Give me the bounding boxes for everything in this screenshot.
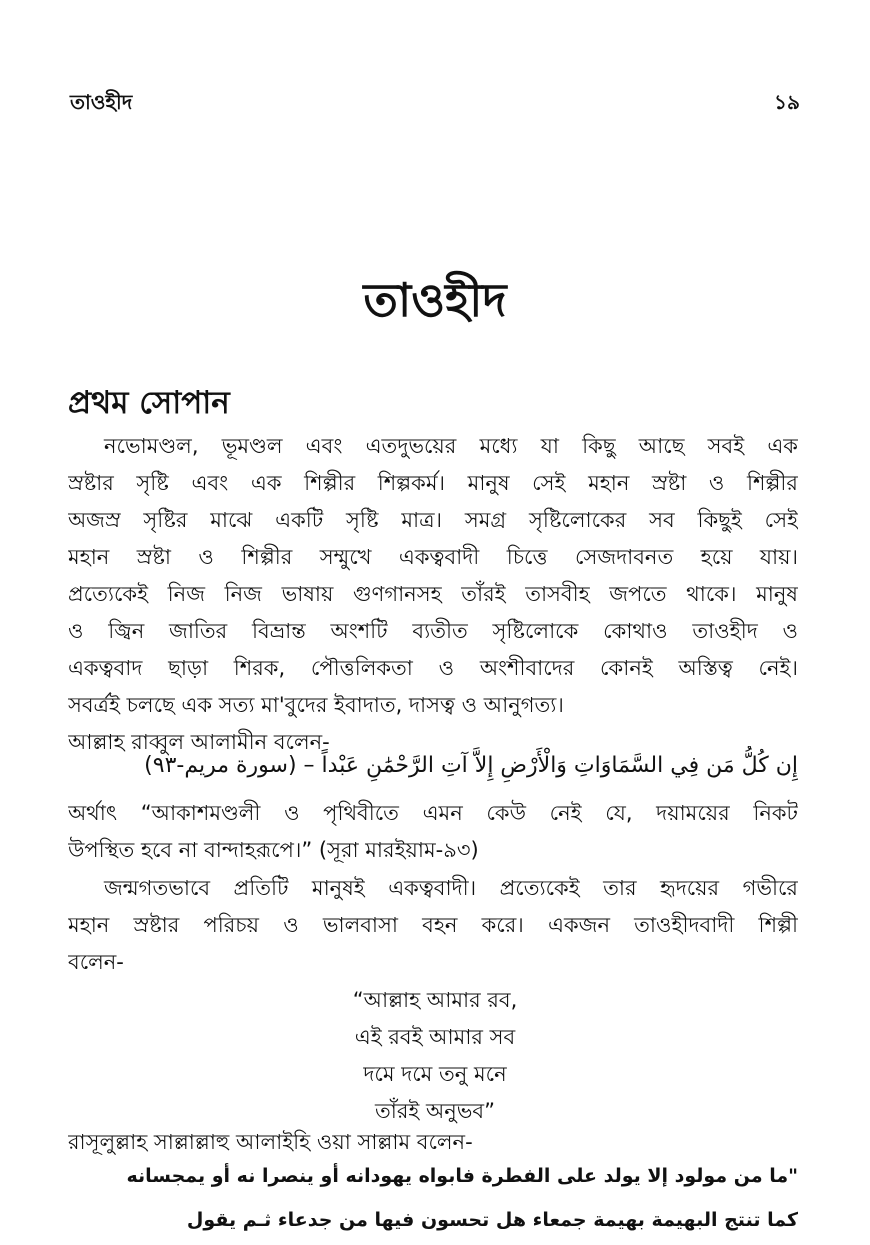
poem-line: তাঁরই অনুভব” xyxy=(375,1099,495,1123)
running-header xyxy=(70,88,800,120)
page-number: ১৯ xyxy=(774,90,800,114)
text-line: উপস্থিত হবে না বান্দাহরূপে।” (সূরা মারইয়াম-৯৩) xyxy=(68,838,479,862)
text-line: নভোমণ্ডল, ভূমণ্ডল এবং এতদুভয়ের মধ্যে যা কিছু আছে সবই এক xyxy=(104,434,798,458)
text-line: একত্ববাদ ছাড়া শিরক, পৌত্তলিকতা ও অংশীবাদের কোনই অস্তিত্ব নেই। xyxy=(68,656,798,680)
text-line: অজস্র সৃষ্টির মাঝে একটি সৃষ্টি মাত্র। সমগ্র সৃষ্টিলোকের সব কিছুই সেই xyxy=(68,508,798,532)
text-line: বলেন- xyxy=(68,950,124,974)
text-line: স্রষ্টার সৃষ্টি এবং এক শিল্পীর শিল্পকর্ম। মানুষ সেই মহান স্রষ্টা ও শিল্পীর xyxy=(68,471,798,495)
poem-line: এই রবই আমার সব xyxy=(354,1025,516,1049)
text-line: জন্মগতভাবে প্রতিটি মানুষই একত্ববাদী। প্রত্যেকেই তার হৃদয়ের গভীরে xyxy=(104,876,798,900)
hadith-line: كما تنتج البهيمة بهيمة جمعاء هل تحسون فيها من جدعاء ثـم يقول xyxy=(186,1209,798,1231)
text-line: প্রত্যেকেই নিজ নিজ ভাষায় গুণগানসহ তাঁরই তাসবীহ জপতে থাকে। মানুষ xyxy=(68,582,798,606)
text-line: মহান স্রষ্টার পরিচয় ও ভালবাসা বহন করে। একজন তাওহীদবাদী শিল্পী xyxy=(68,913,798,937)
running-title: তাওহীদ xyxy=(70,90,133,114)
section-title: প্রথম সোপান xyxy=(68,385,230,421)
text-line: অর্থাৎ “আকাশমণ্ডলী ও পৃথিবীতে এমন কেউ নেই যে, দয়াময়ের নিকট xyxy=(68,801,798,825)
paragraph-1 xyxy=(68,428,798,761)
text-line: সবর্ত্রই চলছে এক সত্য মা'বুদের ইবাদাত, দাসত্ব ও আনুগত্য। xyxy=(68,693,564,717)
text-line: মহান স্রষ্টা ও শিল্পীর সম্মুখে একত্ববাদী চিত্তে সেজদাবনত হয়ে যায়। xyxy=(68,545,798,569)
text-line: ও জ্বিন জাতির বিভ্রান্ত অংশটি ব্যতীত সৃষ্টিলোকে কোথাও তাওহীদ ও xyxy=(68,619,798,643)
chapter-title: তাওহীদ xyxy=(363,273,507,327)
poem xyxy=(0,982,870,1130)
poem-line: “আল্লাহ আমার রব, xyxy=(352,988,518,1012)
intro-line: আল্লাহ রাব্বুল আলামীন বলেন- xyxy=(68,730,330,754)
translation xyxy=(68,795,798,869)
poem-line: দমে দমে তনু মনে xyxy=(363,1062,507,1086)
hadith-line: "ما من مولود إلا يولد على الفطرة فابواه يهودانه أو ينصرا نه أو يمجسانه xyxy=(126,1165,798,1187)
hadith-intro: রাসূলুল্লাহ সাল্লাল্লাহু আলাইহি ওয়া সাল্লাম বলেন- xyxy=(68,1130,473,1154)
paragraph-2 xyxy=(68,870,798,981)
quran-verse: إِن كُلُّ مَن فِي السَّمَاوَاتِ وَالْأَرْضِ إِلاَّ آتِ الرَّحْمَٰنِ عَبْداً – (سورة مريم-٩٣) xyxy=(144,753,798,778)
